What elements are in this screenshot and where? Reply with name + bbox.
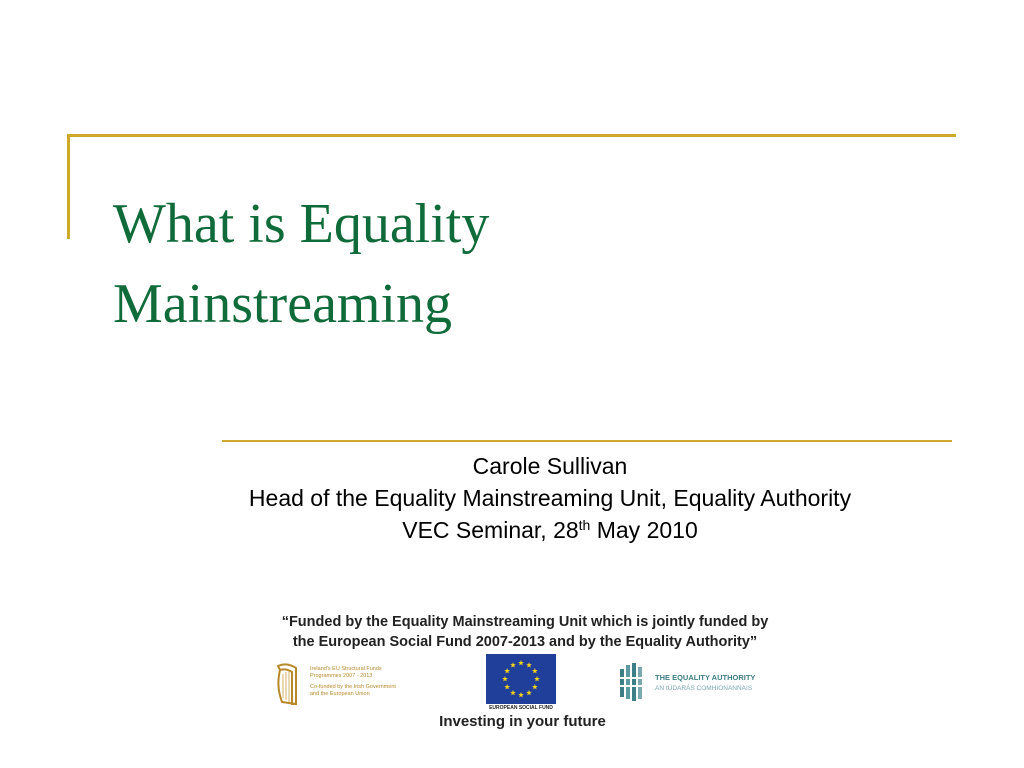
funding-line-2: the European Social Fund 2007-2013 and by the Equality Authority” xyxy=(292,634,758,651)
investing-tagline: Investing in your future xyxy=(439,713,606,730)
event-suffix: May 2010 xyxy=(590,517,698,544)
title-line-1: What is Equality xyxy=(113,193,490,255)
presenter-role: Head of the Equality Mainstreaming Unit, Equality Authority xyxy=(248,485,852,512)
title-line-2: Mainstreaming xyxy=(113,272,453,335)
ireland-text-1a: Ireland's EU Structural Funds xyxy=(310,666,382,672)
equality-authority-name: THE EQUALITY AUTHORITY xyxy=(655,673,756,682)
left-accent-rule xyxy=(67,134,70,239)
top-accent-rule xyxy=(67,134,956,137)
equality-authority-mark-icon xyxy=(618,663,650,701)
funding-statement xyxy=(210,612,840,653)
harp-icon xyxy=(272,662,302,708)
ireland-text-1b: Programmes 2007 - 2013 xyxy=(310,673,373,680)
ireland-funds-text xyxy=(310,666,420,702)
ireland-structural-funds-logo xyxy=(272,662,422,712)
slide-subtitle xyxy=(80,450,1020,547)
slide-title xyxy=(113,185,913,344)
subtitle-accent-rule xyxy=(222,440,952,442)
event-line xyxy=(80,514,1020,546)
event-prefix: VEC Seminar, 28 xyxy=(402,517,579,544)
ireland-text-2a: Co-funded by the Irish Government xyxy=(310,683,396,690)
esf-label: EUROPEAN SOCIAL FUND xyxy=(489,705,553,711)
equality-authority-logo xyxy=(618,663,788,703)
funding-line-1: “Funded by the Equality Mainstreaming Unit which is jointly funded by xyxy=(281,614,769,630)
event-ordinal: th xyxy=(578,517,591,534)
presenter-name: Carole Sullivan xyxy=(472,453,628,479)
equality-authority-irish-name: AN tÚDARÁS COMHIONANNAIS xyxy=(655,685,753,692)
ireland-text-2b: and the European Union xyxy=(310,691,370,698)
eu-flag-icon xyxy=(486,654,556,704)
